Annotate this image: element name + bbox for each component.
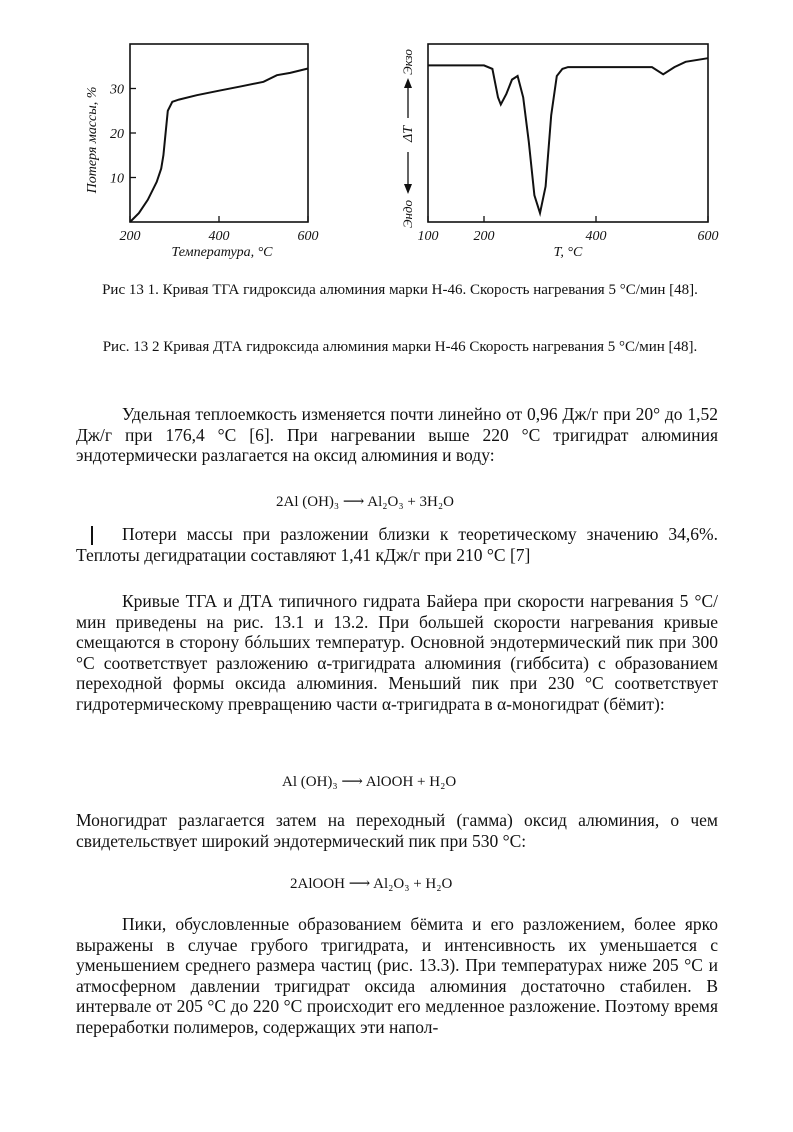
- dta-arrow-down-head: [404, 184, 412, 194]
- dta-chart: [0, 0, 793, 280]
- paragraph-peaks: Пики, обусловленные образованием бёмита и его разложением, более ярко выражены в случае грубого тригидрата, и интенсивность их уменьшается с уменьшением среднего размера частиц (рис. 13.3). При температурах ниже 205 °С и атмосферном давлении тригидрат оксида алюминия достаточно стабилен. В интервале от 205 °С до 220 °С происходит его медленное разложение. Поэтому время переработки полимеров, содержащих эти напол-: [76, 914, 718, 1037]
- dta-xtick-label: 200: [473, 229, 495, 244]
- dta-curve: [428, 58, 708, 213]
- paragraph-monohydrate: Моногидрат разлагается затем на переходный (гамма) оксид алюминия, о чем свидетельствует широкий эндотермический пик при 530 °С:: [76, 810, 718, 851]
- dta-plot-frame: [428, 44, 708, 222]
- dta-arrow-up-head: [404, 78, 412, 88]
- tga-ylabel: Потеря массы, %: [85, 86, 100, 194]
- tga-xtick-label: 600: [297, 229, 319, 244]
- tga-xtick-label: 200: [119, 229, 141, 244]
- tga-ytick-label: 20: [110, 127, 124, 142]
- figure-13-1-caption: Рис 13 1. Кривая ТГА гидроксида алюминия марки Н-46. Скорость нагревания 5 °С/мин [48].: [102, 282, 698, 298]
- equation-boehmite: Al (OH)₃ ⟶ AlOOH + H₂O: [282, 774, 457, 790]
- tga-xlabel: Температура, °C: [171, 245, 273, 260]
- dta-ylabel-delta: ΔT: [401, 125, 416, 143]
- dta-xtick-label: 100: [417, 229, 439, 244]
- dta-xtick-label: 400: [585, 229, 607, 244]
- tga-ytick-label: 30: [110, 82, 124, 98]
- equation-decomposition: 2Al (OH)₃ ⟶ Al₂O₃ + 3H₂O: [276, 494, 454, 510]
- tga-ytick-label: 10: [110, 171, 124, 187]
- equation-monohydrate-decomposition: 2AlOOH ⟶ Al₂O₃ + H₂O: [290, 876, 453, 892]
- tga-xtick-label: 400: [208, 229, 230, 244]
- dta-ylabel-exo: Экзо: [400, 49, 415, 75]
- paragraph-heat-capacity: Удельная теплоемкость изменяется почти линейно от 0,96 Дж/г при 20° до 1,52 Дж/г при 176,4 °С [6]. При нагревании выше 220 °С тригидрат алюминия эндотермически разлагается на оксид алюминия и воду:: [76, 404, 718, 465]
- dta-xlabel: T, °C: [553, 245, 583, 260]
- paragraph-mass-loss: Потери массы при разложении близки к теоретическому значению 34,6%. Теплоты дегидратации составляют 1,41 кДж/г при 210 °С [7]: [76, 524, 718, 565]
- dta-ylabel-endo: Эндо: [400, 199, 415, 229]
- dta-xtick-label: 600: [697, 229, 719, 244]
- figure-13-2-caption: Рис. 13 2 Кривая ДТА гидроксида алюминия марки Н-46 Скорость нагревания 5 °С/мин [48].: [102, 339, 698, 355]
- paragraph-tga-dta-curves: Кривые ТГА и ДТА типичного гидрата Байера при скорости нагревания 5 °С/мин приведены на рис. 13.1 и 13.2. При большей скорости нагревания кривые смещаются в сторону бóльших температур. Основной эндотермический пик при 300 °С соответствует разложению α-тригидрата алюминия (гиббсита) с образованием переходной формы оксида алюминия. Меньший пик при 230 °С соответствует гидротермическому превращению части α-тригидрата в α-моногидрат (бёмит):: [76, 591, 718, 714]
